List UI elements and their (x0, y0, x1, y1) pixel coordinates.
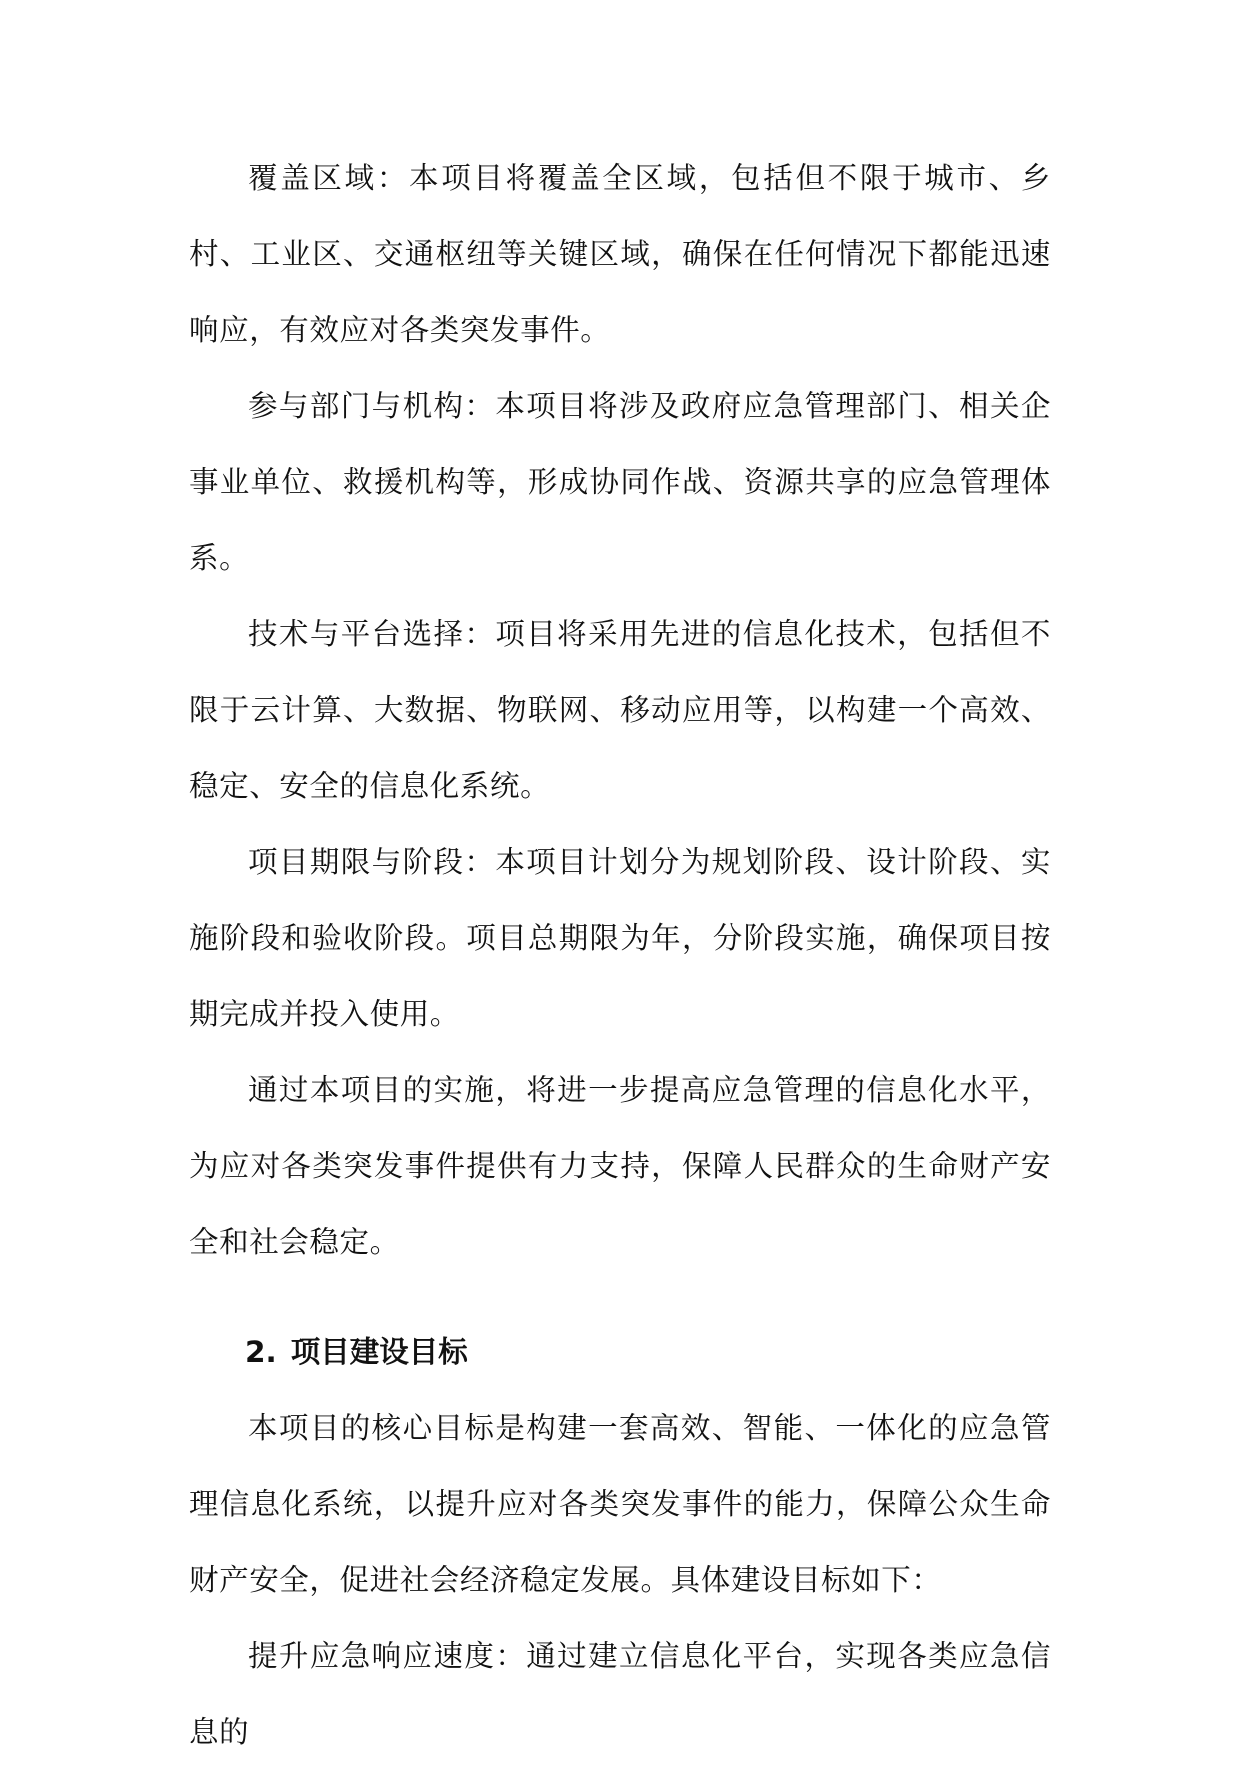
paragraph-project-summary: 通过本项目的实施，将进一步提高应急管理的信息化水平，为应对各类突发事件提供有力支持，保障人民群众的生命财产安全和社会稳定。 (189, 1073, 1051, 1259)
paragraph-core-goal: 本项目的核心目标是构建一套高效、智能、一体化的应急管理信息化系统，以提升应对各类突发事件的能力，保障公众生命财产安全，促进社会经济稳定发展。具体建设目标如下： (189, 1411, 1051, 1597)
paragraph-response-speed: 提升应急响应速度：通过建立信息化平台，实现各类应急信息的 (189, 1639, 1051, 1749)
document-body (189, 140, 1051, 1770)
paragraph-technology-platform: 技术与平台选择：项目将采用先进的信息化技术，包括但不限于云计算、大数据、物联网、移动应用等，以构建一个高效、稳定、安全的信息化系统。 (189, 617, 1051, 803)
section-number: 2. (245, 1335, 277, 1369)
paragraph-departments: 参与部门与机构：本项目将涉及政府应急管理部门、相关企事业单位、救援机构等，形成协同作战、资源共享的应急管理体系。 (189, 389, 1051, 575)
paragraph-coverage-area: 覆盖区域：本项目将覆盖全区域，包括但不限于城市、乡村、工业区、交通枢纽等关键区域，确保在任何情况下都能迅速响应，有效应对各类突发事件。 (189, 161, 1051, 347)
section-title: 项目建设目标 (290, 1335, 468, 1369)
section-heading (189, 1314, 1051, 1390)
paragraph-project-timeline: 项目期限与阶段：本项目计划分为规划阶段、设计阶段、实施阶段和验收阶段。项目总期限为年，分阶段实施，确保项目按期完成并投入使用。 (189, 845, 1051, 1031)
